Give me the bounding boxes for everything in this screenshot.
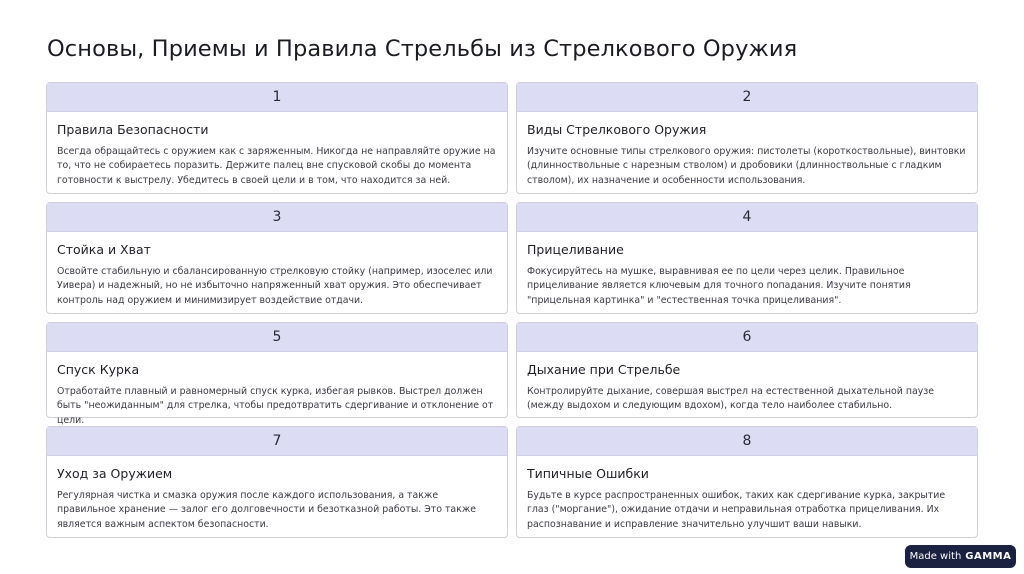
card-number: 2 [517, 83, 977, 112]
card-number: 8 [517, 427, 977, 456]
card-title: Спуск Курка [57, 362, 140, 377]
card-number: 4 [517, 203, 977, 232]
card-title: Виды Стрелкового Оружия [527, 122, 707, 137]
card-text: Отработайте плавный и равномерный спуск курка, избегая рывков. Выстрел должен быть "неожиданным" для стрелка, чтобы предотвратить сдергивание и отклонение от цели. [57, 386, 494, 426]
card-text: Всегда обращайтесь с оружием как с заряженным. Никогда не направляйте оружие на то, что не собираетесь поразить. Держите палец вне спусковой скобы до момента готовности к выстрелу. Убедитесь в своей цели и в том, что находится за ней. [57, 146, 496, 186]
card-number: 6 [517, 323, 977, 352]
page-title: Основы, Приемы и Правила Стрельбы из Стрелкового Оружия [47, 36, 798, 62]
card-title: Стойка и Хват [57, 242, 151, 257]
card-3 [46, 202, 508, 314]
card-number: 3 [47, 203, 507, 232]
card-4 [516, 202, 978, 314]
card-1 [46, 82, 508, 194]
card-8 [516, 426, 978, 538]
card-text: Регулярная чистка и смазка оружия после каждого использования, а также правильное хранение — залог его долговечности и безотказной работы. Это также является важным аспектом безопасности. [57, 490, 477, 530]
card-7 [46, 426, 508, 538]
gamma-logo: GAMMA [965, 551, 1012, 562]
card-title: Прицеливание [527, 242, 624, 257]
card-number: 1 [47, 83, 507, 112]
card-title: Правила Безопасности [57, 122, 209, 137]
card-text: Контролируйте дыхание, совершая выстрел на естественной дыхательной паузе (между выдохом и следующим вдохом), когда тело наиболее стабильно. [527, 386, 935, 412]
card-5 [46, 322, 508, 426]
card-title: Уход за Оружием [57, 466, 173, 481]
card-title: Типичные Ошибки [527, 466, 649, 481]
card-6 [516, 322, 978, 418]
card-text: Изучите основные типы стрелкового оружия: пистолеты (короткоствольные), винтовки (длинноствольные с нарезным стволом) и дробовики (длинноствольные с гладким стволом), их назначение и особенности использования. [527, 146, 966, 186]
card-2 [516, 82, 978, 194]
card-text: Будьте в курсе распространенных ошибок, таких как сдергивание курка, закрытие глаз ("моргание"), ожидание отдачи и неправильная отработка прицеливания. Их распознавание и исправление значительно улучшит ваши навыки. [527, 490, 946, 530]
card-title: Дыхание при Стрельбе [527, 362, 681, 377]
card-text: Фокусируйтесь на мушке, выравнивая ее по цели через целик. Правильное прицеливание является ключевым для точного попадания. Изучите понятия "прицельная картинка" и "естественная точка прицеливания". [527, 266, 911, 306]
made-with-gamma-badge[interactable] [905, 545, 1016, 568]
card-number: 5 [47, 323, 507, 352]
card-text: Освойте стабильную и сбалансированную стрелковую стойку (например, изоселес или Уивера) и надежный, но не избыточно напряженный хват оружия. Это обеспечивает контроль над оружием и минимизирует воздействие отдачи. [57, 266, 493, 306]
card-number: 7 [47, 427, 507, 456]
badge-prefix: Made with [909, 551, 962, 562]
